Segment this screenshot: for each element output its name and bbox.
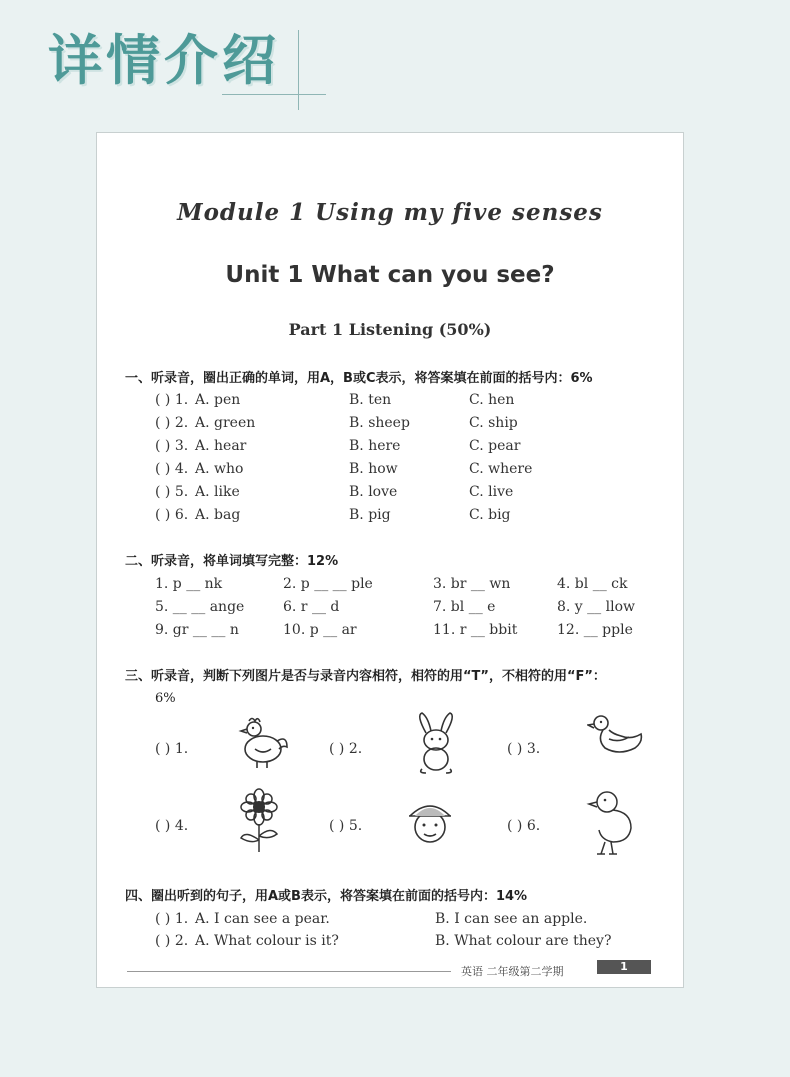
- section2-heading: 二、听录音，将单词填写完整：12%: [125, 554, 339, 569]
- fill-word: 3. br __ wn: [433, 576, 511, 592]
- section1-heading: 一、听录音，圈出正确的单词，用A，B或C表示，将答案填在前面的括号内：6%: [125, 371, 593, 386]
- fill-word: 10. p __ ar: [283, 622, 357, 638]
- answer-paren: ( ) 1.: [155, 911, 189, 927]
- option-a: A. What colour is it?: [195, 933, 339, 949]
- hen-picture: [237, 715, 289, 769]
- answer-paren: ( ) 5.: [155, 484, 189, 500]
- option-b: B. I can see an apple.: [435, 911, 588, 927]
- option-c: C. pear: [469, 438, 521, 454]
- answer-paren: ( ) 1.: [155, 392, 189, 408]
- section3-heading-percent: 6%: [155, 691, 176, 706]
- footer-divider: [127, 971, 451, 972]
- rabbit-picture: [413, 711, 459, 775]
- answer-paren: ( ) 1.: [155, 741, 189, 757]
- answer-paren: ( ) 5.: [329, 818, 363, 834]
- duck-picture: [587, 713, 643, 759]
- answer-paren: ( ) 4.: [155, 461, 189, 477]
- decorative-horizontal-line: [222, 94, 326, 95]
- answer-paren: ( ) 2.: [155, 933, 189, 949]
- option-a: A. hear: [195, 438, 247, 454]
- part-title: Part 1 Listening (50%): [288, 320, 492, 339]
- fill-word: 1. p __ nk: [155, 576, 223, 592]
- module-title: Module 1 Using my five senses: [177, 199, 603, 226]
- option-b: B. how: [349, 461, 398, 477]
- fill-word: 4. bl __ ck: [557, 576, 628, 592]
- fill-word: 5. __ __ ange: [155, 599, 245, 615]
- fill-word: 12. __ pple: [557, 622, 633, 638]
- fill-word: 6. r __ d: [283, 599, 340, 615]
- option-a: A. like: [195, 484, 240, 500]
- answer-paren: ( ) 6.: [155, 507, 189, 523]
- picture-row-2: [97, 788, 683, 868]
- option-c: C. where: [469, 461, 533, 477]
- answer-paren: ( ) 3.: [155, 438, 189, 454]
- answer-paren: ( ) 4.: [155, 818, 189, 834]
- option-a: A. bag: [195, 507, 241, 523]
- option-b: B. ten: [349, 392, 392, 408]
- page-number: 1: [597, 960, 651, 974]
- flower-picture: [233, 788, 285, 852]
- section3-heading: 三、听录音，判断下列图片是否与录音内容相符，相符的用“T”，不相符的用“F”：: [125, 669, 606, 684]
- fill-word: 2. p __ __ ple: [283, 576, 373, 592]
- answer-paren: ( ) 6.: [507, 818, 541, 834]
- child-face-picture: [407, 800, 453, 846]
- fill-word: 11. r __ bbit: [433, 622, 518, 638]
- option-c: C. live: [469, 484, 514, 500]
- option-a: A. who: [195, 461, 244, 477]
- option-b: B. pig: [349, 507, 391, 523]
- section4-heading: 四、圈出听到的句子，用A或B表示，将答案填在前面的括号内：14%: [125, 889, 528, 904]
- answer-paren: ( ) 2.: [155, 415, 189, 431]
- answer-paren: ( ) 2.: [329, 741, 363, 757]
- fill-word: 9. gr __ __ n: [155, 622, 239, 638]
- worksheet-page: [96, 132, 684, 988]
- option-c: C. hen: [469, 392, 515, 408]
- option-b: B. sheep: [349, 415, 410, 431]
- option-b: B. What colour are they?: [435, 933, 612, 949]
- option-a: A. I can see a pear.: [195, 911, 330, 927]
- decorative-vertical-line: [298, 30, 299, 110]
- fill-word: 7. bl __ e: [433, 599, 496, 615]
- option-a: A. green: [195, 415, 256, 431]
- fill-word: 8. y __ llow: [557, 599, 635, 615]
- banner-title: 详情介绍: [48, 29, 280, 92]
- option-b: B. here: [349, 438, 401, 454]
- answer-paren: ( ) 3.: [507, 741, 541, 757]
- option-b: B. love: [349, 484, 398, 500]
- unit-title: Unit 1 What can you see?: [225, 262, 555, 288]
- option-c: C. ship: [469, 415, 518, 431]
- option-a: A. pen: [195, 392, 241, 408]
- option-c: C. big: [469, 507, 511, 523]
- chick-picture: [585, 788, 639, 858]
- footer-text: 英语 二年级第二学期: [461, 965, 564, 978]
- picture-row-1: [97, 711, 683, 791]
